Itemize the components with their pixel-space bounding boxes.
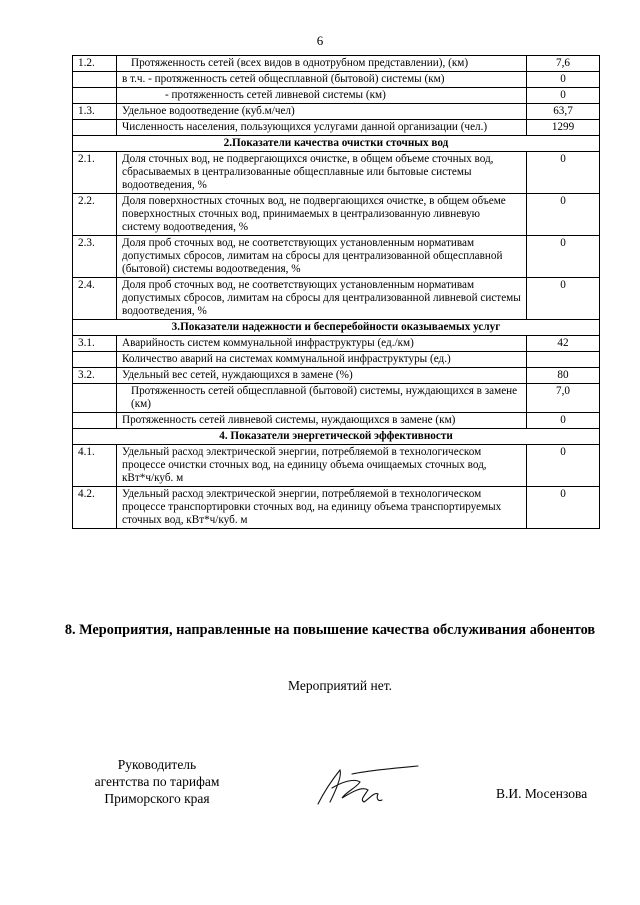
row-label: - протяженность сетей ливневой системы (км) — [117, 88, 527, 104]
table-section-header — [73, 429, 600, 445]
row-number: 4.1. — [73, 445, 117, 487]
table-row — [73, 236, 600, 278]
row-number: 1.3. — [73, 104, 117, 120]
row-value: 0 — [527, 72, 600, 88]
row-number — [73, 120, 117, 136]
row-number: 2.3. — [73, 236, 117, 278]
row-value: 80 — [527, 368, 600, 384]
signer-position-line-2: агентства по тарифам — [94, 774, 220, 789]
row-value: 0 — [527, 445, 600, 487]
row-value: 7,0 — [527, 384, 600, 413]
row-label: Аварийность систем коммунальной инфраструктуры (ед./км) — [117, 336, 527, 352]
row-value: 0 — [527, 413, 600, 429]
row-value: 0 — [527, 278, 600, 320]
row-value — [527, 352, 600, 368]
row-label: Удельный расход электрической энергии, потребляемой в технологическом процессе очистки сточных вод, на единицу объема очищаемых сточных вод, кВт*ч/куб. м — [117, 445, 527, 487]
section-8-body: Мероприятий нет. — [288, 678, 392, 693]
row-number: 2.2. — [73, 194, 117, 236]
row-label: Удельный расход электрической энергии, потребляемой в технологическом процессе транспортировки сточных вод, на единицу объема транспортируемых сточных вод, кВт*ч/куб. м — [117, 487, 527, 529]
signer-position-line-3: Приморского края — [104, 791, 210, 806]
row-label: Доля проб сточных вод, не соответствующих установленным нормативам допустимых сбросов, лимитам на сбросы для централизованной общесплавной (бытовой) системы водоотведения, % — [117, 236, 527, 278]
table-row — [73, 120, 600, 136]
indicators-table — [72, 55, 600, 529]
section-8-title: 8. Мероприятия, направленные на повышение качества обслуживания абонентов — [64, 622, 596, 638]
row-label: Доля сточных вод, не подвергающихся очистке, в общем объеме сточных вод, сбрасываемых в централизованные общесплавные или бытовые системы водоотведения, % — [117, 152, 527, 194]
row-value: 0 — [527, 487, 600, 529]
table-section-header — [73, 136, 600, 152]
row-number — [73, 384, 117, 413]
row-number: 3.2. — [73, 368, 117, 384]
row-number — [73, 352, 117, 368]
row-label: Удельный вес сетей, нуждающихся в замене (%) — [117, 368, 527, 384]
row-value: 0 — [527, 236, 600, 278]
table-row — [73, 352, 600, 368]
signer-name: В.И. Мосензова — [496, 786, 588, 801]
table-row — [73, 278, 600, 320]
table-row — [73, 384, 600, 413]
table-row — [73, 104, 600, 120]
table-row — [73, 368, 600, 384]
page-number: 6 — [316, 33, 324, 48]
row-label: Удельное водоотведение (куб.м/чел) — [117, 104, 527, 120]
row-number: 3.1. — [73, 336, 117, 352]
row-number: 2.4. — [73, 278, 117, 320]
row-value: 0 — [527, 194, 600, 236]
row-number — [73, 72, 117, 88]
table-row — [73, 487, 600, 529]
indicators-table-body — [73, 56, 600, 529]
table-row — [73, 152, 600, 194]
table-row — [73, 194, 600, 236]
row-value: 0 — [527, 88, 600, 104]
row-value: 42 — [527, 336, 600, 352]
row-value: 0 — [527, 152, 600, 194]
row-number: 1.2. — [73, 56, 117, 72]
row-label: Количество аварий на системах коммунальной инфраструктуры (ед.) — [117, 352, 527, 368]
row-label: Доля проб сточных вод, не соответствующих установленным нормативам допустимых сбросов, лимитам на сбросы для централизованной ливневой системы водоотведения, % — [117, 278, 527, 320]
row-number: 2.1. — [73, 152, 117, 194]
row-label: в т.ч. - протяженность сетей общесплавной (бытовой) системы (км) — [117, 72, 527, 88]
row-number — [73, 88, 117, 104]
signer-position — [82, 756, 232, 807]
signer-position-line-1: Руководитель — [117, 757, 197, 772]
row-number — [73, 413, 117, 429]
table-section-header — [73, 320, 600, 336]
row-label: Протяженность сетей ливневой системы, нуждающихся в замене (км) — [117, 413, 527, 429]
row-label: Протяженность сетей общесплавной (бытовой) системы, нуждающихся в замене (км) — [117, 384, 527, 413]
section-header-text: 3.Показатели надежности и бесперебойности оказываемых услуг — [73, 320, 600, 336]
table-row — [73, 88, 600, 104]
table-row — [73, 445, 600, 487]
table-row — [73, 72, 600, 88]
row-value: 63,7 — [527, 104, 600, 120]
row-label: Доля поверхностных сточных вод, не подвергающихся очистке, в общем объеме поверхностных сточных вод, принимаемых в централизованную ливневую систему водоотведения, % — [117, 194, 527, 236]
row-value: 1299 — [527, 120, 600, 136]
section-header-text: 4. Показатели энергетической эффективности — [73, 429, 600, 445]
row-label: Численность населения, пользующихся услугами данной организации (чел.) — [117, 120, 527, 136]
table-row — [73, 336, 600, 352]
section-header-text: 2.Показатели качества очистки сточных вод — [73, 136, 600, 152]
table-row — [73, 56, 600, 72]
row-number: 4.2. — [73, 487, 117, 529]
table-row — [73, 413, 600, 429]
row-label: Протяженность сетей (всех видов в однотрубном представлении), (км) — [117, 56, 527, 72]
row-value: 7,6 — [527, 56, 600, 72]
handwritten-signature — [312, 762, 422, 812]
